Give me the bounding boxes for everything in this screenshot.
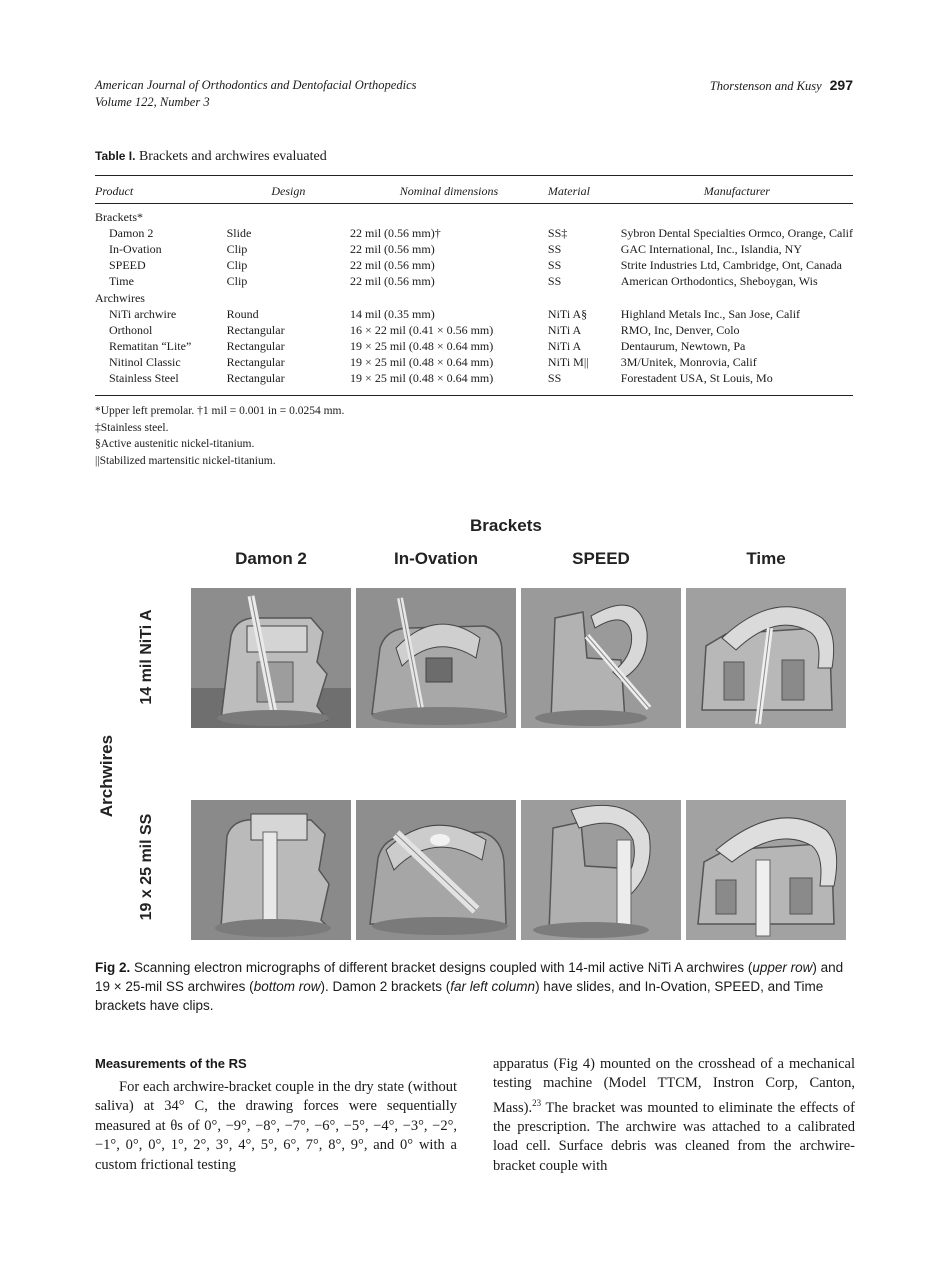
cell-design: Clip [226,258,248,273]
caption-text: ) and 19 × 25-mil SS archwires ( [95,960,844,994]
cell-material: SS [547,274,562,289]
figure-column-header: Brackets [470,516,542,535]
cell-design: Rectangular [226,322,285,337]
sem-micrograph [191,588,351,728]
inovation-niti-image [356,588,516,728]
table-row [95,371,853,387]
cell-design: Clip [226,274,248,289]
section-heading: Measurements of the RS [95,1056,247,1071]
cell-product: SPEED [109,258,146,273]
brackets-archwires-table [95,181,853,387]
cell-manufacturer: Forestadent USA, St Louis, Mo [620,371,773,386]
table-bottom-rule [95,395,853,396]
body-paragraph-right [493,1055,855,1176]
table-row [95,306,853,322]
cell-product: Rematitan “Lite” [109,339,192,354]
cell-product: Orthonol [109,322,153,337]
cell-dimensions: 22 mil (0.56 mm) [350,258,435,273]
cell-design: Slide [226,225,252,240]
cell-material: SS‡ [547,225,568,240]
cell-design: Clip [226,241,248,256]
cell-product: NiTi archwire [109,306,177,321]
sem-micrograph [356,800,516,940]
reference-number: 23 [532,1097,542,1108]
cell-manufacturer: Dentaurum, Newtown, Pa [620,339,746,354]
cell-material: NiTi A§ [547,306,588,321]
cell-design: Round [226,306,259,321]
cell-manufacturer: RMO, Inc, Denver, Colo [620,322,740,337]
table-row [95,355,853,371]
cell-material: SS [547,371,562,386]
sem-micrograph [686,800,846,940]
time-niti-image [686,588,846,728]
cell-manufacturer: GAC International, Inc., Islandia, NY [620,241,803,256]
cell-material: NiTi A [547,339,582,354]
figure-caption [95,958,855,1015]
sem-micrograph [521,800,681,940]
table-row [95,274,853,290]
table-footnotes [95,403,344,469]
column-header: Product [95,183,134,198]
cell-dimensions: 19 × 25 mil (0.48 × 0.64 mm) [350,339,494,354]
cell-design: Rectangular [226,371,285,386]
figure-2 [95,510,855,950]
table-row [95,258,853,274]
footnote: ||Stabilized martensitic nickel-titanium. [95,454,276,467]
running-header-right [710,77,853,95]
paragraph-text: apparatus (Fig 4) mounted on the crosshead of a mechanical testing machine (Model TTCM, Instron Corp, Canton, Mass). [493,1056,855,1116]
table-row [95,241,853,257]
sem-micrograph [521,588,681,728]
cell-manufacturer: American Orthodontics, Sheboygan, Wis [620,274,818,289]
column-header: Design [271,183,306,198]
cell-product: Nitinol Classic [109,355,181,370]
cell-dimensions: 16 × 22 mil (0.41 × 0.56 mm) [350,322,494,337]
page-number: 297 [829,77,853,93]
author-names: Thorstenson and Kusy [709,79,822,93]
body-paragraph-left: For each archwire-bracket couple in the dry state (without saliva) at 34° C, the drawing forces were sequentially measured at θs of 0°, −9°, −8°, −7°, −6°, −5°, −4°, −3°, −2°, −1°, 0°, 0°, 1°, 2°, 3°, 4°, 5°, 6°, 7°, 8°, 9°, and 0° with a custom frictional testing [95,1079,457,1173]
cell-design: Rectangular [226,355,285,370]
footnote: §Active austenitic nickel-titanium. [95,438,255,451]
paragraph-text: The bracket was mounted to eliminate the effects of the prescription. The archwire was attached to a calibrated load cell. Surface debris was cleaned from the archwire-bracket couple with [493,1099,855,1174]
group-label: Archwires [95,290,145,305]
journal-name: American Journal of Orthodontics and Dentofacial Orthopedics [95,78,417,92]
table-row [95,339,853,355]
footnote: *Upper left premolar. †1 mil = 0.001 in = 0.0254 mm. [95,405,345,417]
caption-text: Scanning electron micrographs of different bracket designs coupled with 14-mil active NiTi A archwires ( [134,960,753,975]
cell-material: SS [547,241,562,256]
damon2-niti-image [191,588,351,728]
running-header-left [95,77,417,111]
cell-material: SS [547,258,562,273]
cell-product: Damon 2 [109,225,154,240]
cell-dimensions: 22 mil (0.56 mm) [350,241,435,256]
group-label: Brackets* [95,209,143,224]
cell-manufacturer: Highland Metals Inc., San Jose, Calif [620,306,801,321]
cell-manufacturer: Strite Industries Ltd, Cambridge, Ont, Canada [620,258,843,273]
footnote: ‡Stainless steel. [95,421,169,434]
caption-italic: upper row [752,960,813,975]
caption-text: ) have slides, and In-Ovation, SPEED, and Time brackets have clips. [95,979,824,1013]
table-row [95,322,853,338]
figure-row-header: Archwires [97,734,116,818]
cell-product: In-Ovation [109,241,162,256]
table-group-row [95,290,853,306]
sem-micrograph [191,800,351,940]
cell-dimensions: 22 mil (0.56 mm)† [350,225,441,240]
bracket-label: SPEED [572,549,630,568]
cell-design: Rectangular [226,339,285,354]
figure-label: Fig 2. [95,960,131,975]
table-group-row [95,209,853,225]
cell-dimensions: 19 × 25 mil (0.48 × 0.64 mm) [350,355,494,370]
table-header-row [95,181,853,201]
table-caption [95,149,327,165]
sem-micrograph [356,588,516,728]
table-title: Brackets and archwires evaluated [138,149,327,164]
cell-material: NiTi M|| [547,355,589,370]
column-header: Manufacturer [703,183,770,198]
cell-material: NiTi A [547,322,582,337]
archwire-label: 19 x 25 mil SS [138,813,155,921]
cell-manufacturer: 3M/Unitek, Monrovia, Calif [620,355,757,370]
table-row [95,225,853,241]
cell-dimensions: 19 × 25 mil (0.48 × 0.64 mm) [350,371,494,386]
table-label: Table I. [95,149,136,163]
cell-dimensions: 14 mil (0.35 mm) [350,306,435,321]
column-header: Material [547,183,590,198]
column-header: Nominal dimensions [399,183,499,198]
archwire-label: 14 mil NiTi A [138,609,155,705]
journal-volume: Volume 122, Number 3 [95,95,210,109]
caption-italic: bottom row [253,979,321,994]
inovation-ss-image [356,800,516,940]
cell-manufacturer: Sybron Dental Specialties Ormco, Orange, Calif [620,225,853,240]
bracket-label: In-Ovation [393,549,479,568]
sem-micrograph [686,588,846,728]
cell-dimensions: 22 mil (0.56 mm) [350,274,435,289]
cell-product: Time [109,274,134,289]
table-body [95,201,853,387]
caption-italic: far left column [450,979,536,994]
bracket-label: Time [746,549,786,568]
damon2-ss-image [191,800,351,940]
speed-niti-image [521,588,681,728]
bracket-label: Damon 2 [235,549,307,568]
speed-ss-image [521,800,681,940]
caption-text: ). Damon 2 brackets ( [320,979,451,994]
time-ss-image [686,800,846,940]
cell-product: Stainless Steel [109,371,179,386]
table-top-rule [95,175,853,176]
